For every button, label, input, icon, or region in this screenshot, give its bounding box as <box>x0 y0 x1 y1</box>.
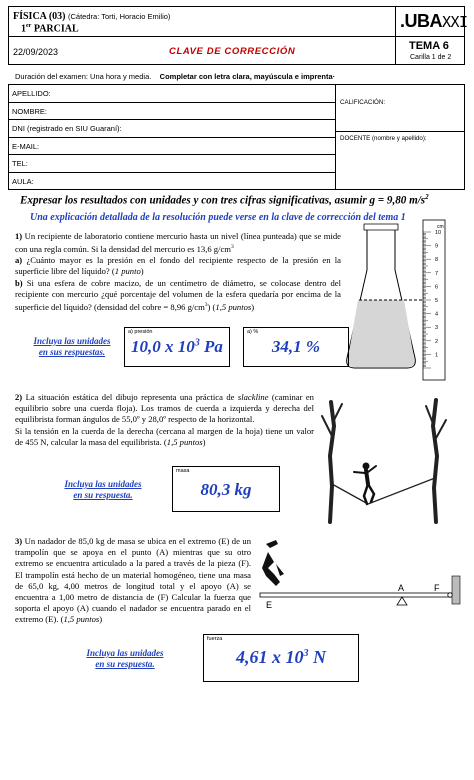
uba-logo <box>400 11 468 32</box>
ruler-tick-label: 8 <box>435 257 439 264</box>
flask-ruler-figure <box>345 218 467 388</box>
email-field[interactable]: E-MAIL: <box>9 138 335 156</box>
catedra: (Cátedra: Torti, Horacio Emilio) <box>68 12 171 21</box>
ruler-tick-label: 7 <box>435 270 439 277</box>
label-f: F <box>434 583 440 593</box>
instruction-units: Expresar los resultados con unidades y con tres cifras significativas, asumir g = 9,80 $m/s^2$ <box>20 193 429 207</box>
ruler-tick-label: 1 <box>435 352 439 359</box>
exam-number: 1 <box>21 23 26 35</box>
slackline-figure <box>318 396 458 524</box>
q2-units-note: Incluya las unidades en su respuesta. <box>64 479 142 500</box>
q2-answer-mass[interactable]: masa 80,3 kg <box>172 466 280 512</box>
ruler-tick-label: 2 <box>435 338 439 345</box>
instruction-text: Completar con letra clara, mayúscula e imprenta· <box>159 72 336 81</box>
ruler-tick-label: 9 <box>435 243 439 250</box>
ruler-tick-label: 6 <box>435 284 439 291</box>
logo-main: .UBA <box>400 11 442 31</box>
subject: FÍSICA (03) <box>13 11 66 22</box>
wall <box>452 576 460 604</box>
calificacion-field[interactable]: CALIFICACIÓN: <box>340 99 386 106</box>
exam-date: 22/09/2023 <box>13 47 59 57</box>
instruction-explanation: Una explicación detallada de la resolución puede verse en la clave de corrección del tema 1 <box>30 212 406 223</box>
tel-field[interactable]: TEL: <box>9 155 335 173</box>
ruler-tick-label: 5 <box>435 298 439 304</box>
exam-word: PARCIAL <box>33 23 79 35</box>
ruler-tick-label: 10 <box>435 230 442 236</box>
tree-left-icon <box>322 402 342 522</box>
q3-answer-force[interactable]: fuerza 4,61 x $10^3$ N <box>203 634 359 682</box>
ruler-tick-label: 4 <box>435 311 439 318</box>
swimmer-icon <box>262 540 284 586</box>
duration-line <box>15 72 335 81</box>
header-box <box>8 6 468 65</box>
aula-field[interactable]: AULA: <box>12 176 34 186</box>
q1-text: 1) Un recipiente de laboratorio contiene mercurio hasta un nivel (línea punteada) que se mide con una regla común. Si la densidad del mercurio es 13,6 $g/cm^3$ a) ¿Cuánto mayor es la presión en el fondo del recipiente respecto de la presión en la superficie libre del líquido? (1 punto) b) Si una esfera de cobre macizo, de un centímetro de diámetro, se colocase dentro del recipiente con mercurio ¿qué porcentaje del volumen de la esfera quedaría por encima de la superficie del líquido? (densidad del cobre = 8,96 $g/cm^3$) (1,5 puntos) <box>15 231 341 312</box>
carilla: Carilla 1 de 2 <box>410 54 452 61</box>
tema: TEMA 6 <box>409 40 449 52</box>
diving-board-figure <box>254 538 466 614</box>
q2-text: 2) La situación estática del dibujo representa una práctica de slackline (caminar en equilibrio sobre una cuerda floja). Los tramos de cuerda a izquierda y derecha del equilibrista forman ángulos de 55,0º y 28,0º respecto de la horizontal. Si la tensión en la cuerda de la derecha (cercana al margen de la hoja) tiene un valor de 455 N, calcular la masa del equilibrista. (1,5 puntos) <box>15 392 314 447</box>
ruler-unit: cm <box>437 224 444 230</box>
q1-answer-b[interactable]: a) % 34,1 % <box>243 327 349 367</box>
student-form <box>8 84 465 190</box>
q1-units-note: Incluya las unidades en sus respuestas. <box>33 336 111 357</box>
q1-answer-a[interactable]: a) presión 10,0 x $10^3$ Pa <box>124 327 230 367</box>
rope <box>332 478 435 504</box>
exam-sup: er <box>26 23 32 29</box>
apellido-field[interactable]: APELLIDO: <box>9 85 335 103</box>
label-a: A <box>398 583 405 593</box>
hinge-f <box>448 593 452 597</box>
logo-xxi: XXI <box>442 13 468 31</box>
nombre-field[interactable]: NOMBRE: <box>9 103 335 121</box>
q3-units-note: Incluya las unidades en su respuesta. <box>86 648 164 669</box>
support-a <box>397 597 407 605</box>
q3-text: 3) Un nadador de 85,0 kg de masa se ubica en el extremo (E) de un trampolín que se apoya en el punto (A) mientras que su otro extremo se encuentra articulado a la pared a través de la pieza (F). El trampolín está hecho de un material homogéneo, tiene una masa de 65,0 kg, 4,00 metros de longitud total y el apoyo (A) se encuentra a 1,00 metro de distancia de (F) Calcular la fuerza que soporta el apoyo (A) cuando el nadador se encuentra parado en el extremo (E). (1,5 puntos) <box>15 536 251 625</box>
dni-field[interactable]: DNI (registrado en SIU Guaraní): <box>9 120 335 138</box>
tree-right-icon <box>426 400 446 522</box>
label-e: E <box>266 600 273 610</box>
ruler-tick-label: 3 <box>435 325 439 332</box>
board <box>260 593 452 597</box>
duration-text: Duración del examen: Una hora y media. <box>15 72 152 81</box>
docente-field[interactable]: DOCENTE (nombre y apellido): <box>340 135 427 142</box>
clave-title: CLAVE DE CORRECCIÓN <box>169 46 296 57</box>
